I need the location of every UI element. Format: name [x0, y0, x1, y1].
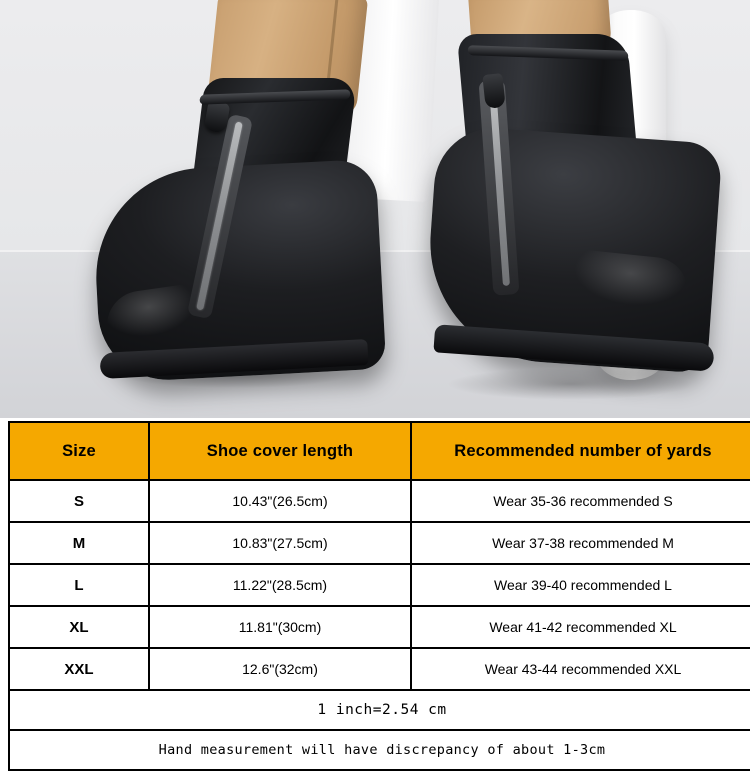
size-table	[8, 421, 750, 771]
cell-recommendation: Wear 41-42 recommended XL	[411, 606, 750, 648]
cell-size: M	[9, 522, 149, 564]
table-header-row	[9, 422, 750, 480]
table-row	[9, 606, 750, 648]
column-header-size: Size	[9, 422, 149, 480]
cell-length: 10.43"(26.5cm)	[149, 480, 411, 522]
size-table-head	[9, 422, 750, 480]
cell-length: 11.81"(30cm)	[149, 606, 411, 648]
column-header-length: Shoe cover length	[149, 422, 411, 480]
cell-length: 10.83"(27.5cm)	[149, 522, 411, 564]
right-shoe-cover	[408, 34, 738, 394]
table-row	[9, 522, 750, 564]
table-row	[9, 648, 750, 690]
cell-size: S	[9, 480, 149, 522]
table-row	[9, 480, 750, 522]
table-row	[9, 564, 750, 606]
table-note-row	[9, 690, 750, 730]
note-inch-conversion: 1 inch=2.54 cm	[9, 690, 750, 730]
cell-size: XL	[9, 606, 149, 648]
cell-recommendation: Wear 39-40 recommended L	[411, 564, 750, 606]
cell-size: L	[9, 564, 149, 606]
table-note-row	[9, 730, 750, 770]
cell-recommendation: Wear 43-44 recommended XXL	[411, 648, 750, 690]
cell-length: 12.6"(32cm)	[149, 648, 411, 690]
left-shoe-cover	[88, 78, 388, 383]
column-header-yards: Recommended number of yards	[411, 422, 750, 480]
size-chart	[8, 421, 742, 771]
right-zipper-pull-icon	[482, 73, 505, 109]
cell-length: 11.22"(28.5cm)	[149, 564, 411, 606]
size-table-body	[9, 480, 750, 770]
cell-recommendation: Wear 35-36 recommended S	[411, 480, 750, 522]
cell-size: XXL	[9, 648, 149, 690]
note-measurement-discrepancy: Hand measurement will have discrepancy of about 1-3cm	[9, 730, 750, 770]
cell-recommendation: Wear 37-38 recommended M	[411, 522, 750, 564]
